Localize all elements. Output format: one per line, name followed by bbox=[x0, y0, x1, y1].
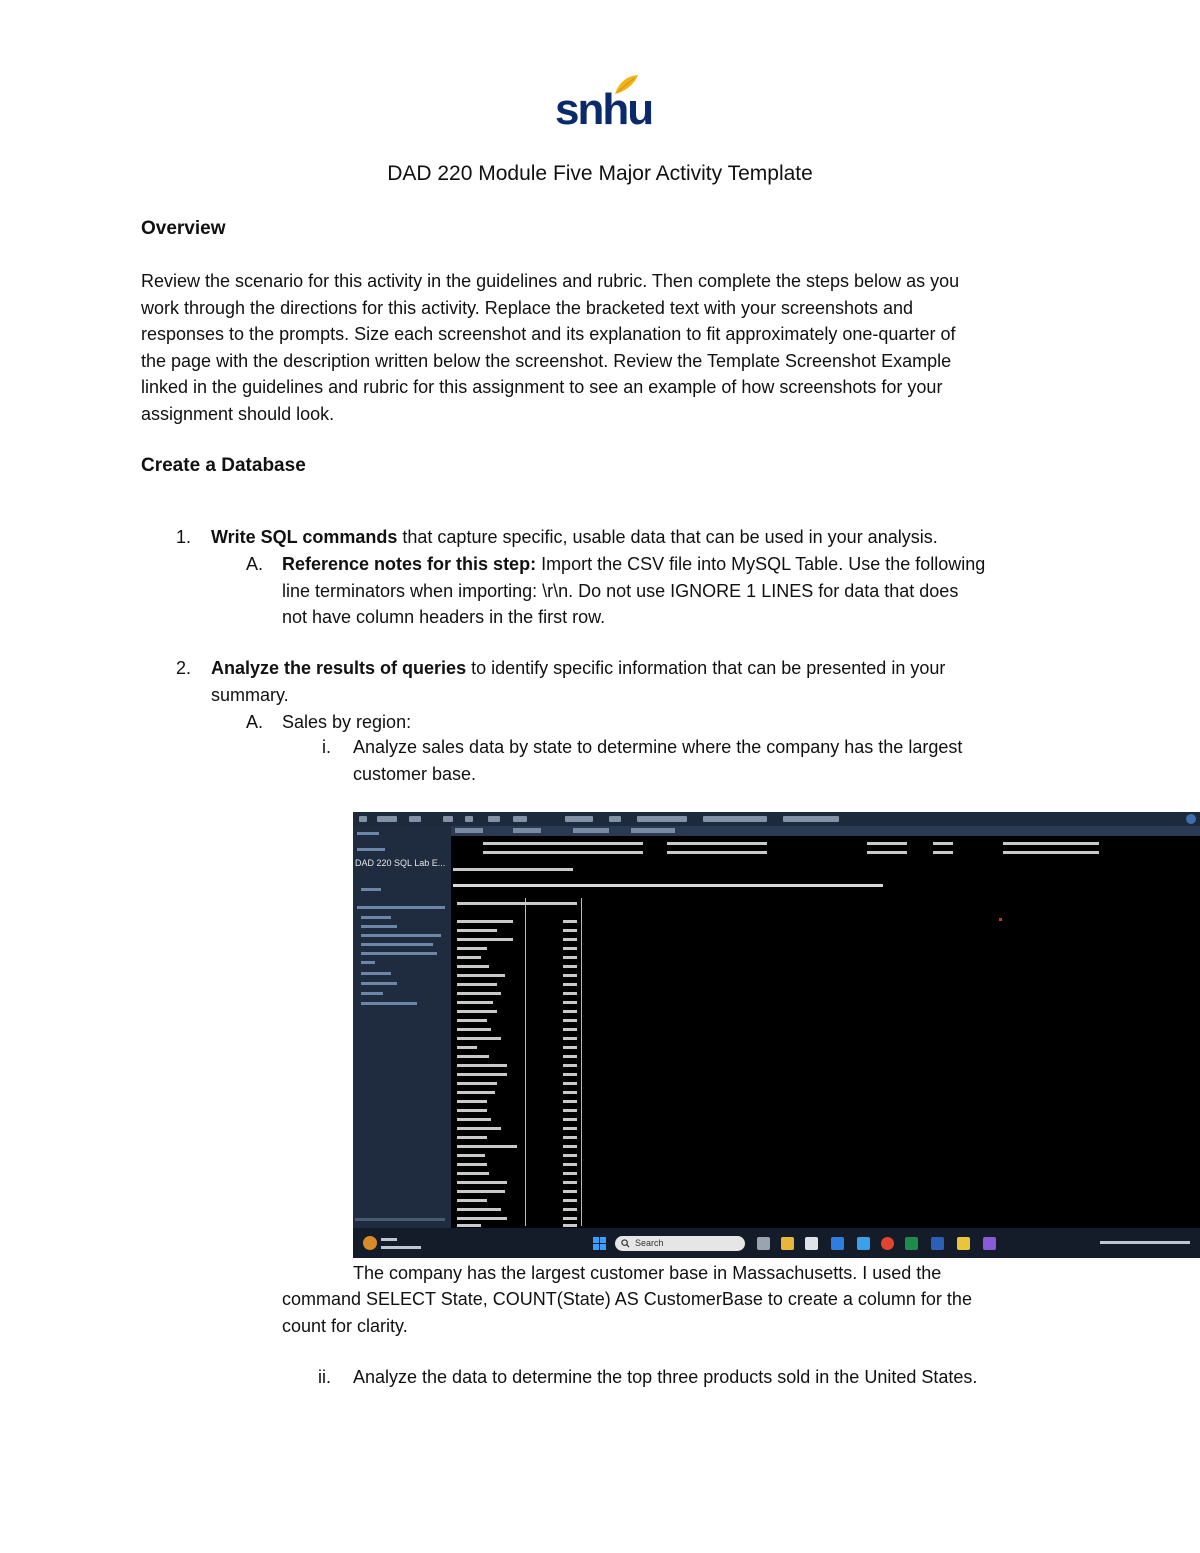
windows-start-icon bbox=[593, 1237, 606, 1250]
answer-line-1: The company has the largest customer base in Massachusetts. I used the bbox=[353, 1263, 942, 1283]
windows-taskbar bbox=[353, 1228, 1200, 1258]
search-label: Search bbox=[635, 1238, 664, 1248]
step-2ai-numeral: i. bbox=[322, 737, 331, 757]
task-view-icon bbox=[757, 1237, 770, 1250]
step-1a-letter: A. bbox=[246, 554, 264, 574]
mysql-terminal-screenshot bbox=[353, 812, 1200, 1258]
teams-icon bbox=[983, 1237, 996, 1250]
step-1a-bold: Reference notes for this step: bbox=[282, 554, 537, 574]
logo-wordmark: snhu bbox=[555, 85, 653, 134]
step-1-bold: Write SQL commands bbox=[211, 527, 398, 547]
step-2-rest: to identify specific information that can be presented in your bbox=[466, 658, 946, 678]
step-2-number: 2. bbox=[176, 658, 192, 678]
sidebar-title: DAD 220 SQL Lab E... bbox=[355, 858, 446, 868]
excel-icon bbox=[905, 1237, 918, 1250]
step-2-bold: Analyze the results of queries bbox=[211, 658, 467, 678]
browser-toolbar bbox=[353, 812, 1200, 826]
lab-tabs bbox=[451, 826, 1200, 836]
store-icon bbox=[805, 1237, 818, 1250]
edge-icon bbox=[857, 1237, 870, 1250]
step-1a-line1: Import the CSV file into MySQL Table. Use the following bbox=[536, 554, 986, 574]
step-2ai-line1: Analyze sales data by state to determine where the company has the largest bbox=[353, 737, 963, 757]
snhu-logo bbox=[555, 74, 653, 134]
step-2ai-text bbox=[353, 734, 1113, 787]
overview-paragraph bbox=[141, 268, 1061, 428]
overview-line: the page with the description written below the screenshot. Review the Template Screenshot Example bbox=[141, 350, 952, 371]
step-2a-text: Sales by region: bbox=[282, 712, 412, 732]
answer-line-2: command SELECT State, COUNT(State) AS CustomerBase to create a column for the bbox=[282, 1289, 972, 1309]
step-1a-line3: not have column headers in the first row. bbox=[282, 607, 606, 628]
system-tray bbox=[1100, 1237, 1190, 1249]
step-1-number: 1. bbox=[176, 527, 192, 547]
chrome-icon bbox=[881, 1237, 894, 1250]
overview-line: responses to the prompts. Size each screenshot and its explanation to fit approximately one-quarter of bbox=[141, 324, 956, 345]
weather-icon bbox=[363, 1236, 377, 1250]
step-2ai-line2: customer base. bbox=[353, 763, 477, 784]
step-2aii-numeral: ii. bbox=[318, 1367, 331, 1387]
step-1-text bbox=[211, 524, 1111, 551]
step-1a-line2: line terminators when importing: \r\n. Do not use IGNORE 1 LINES for data that does bbox=[282, 580, 959, 601]
taskbar-search bbox=[615, 1236, 745, 1251]
step-1-rest: that capture specific, usable data that can be used in your analysis. bbox=[397, 527, 938, 547]
overview-line: assignment should look. bbox=[141, 403, 335, 424]
step-2-text bbox=[211, 655, 1111, 708]
word-icon bbox=[931, 1237, 944, 1250]
answer-line-3: count for clarity. bbox=[282, 1315, 408, 1336]
overview-line: Review the scenario for this activity in the guidelines and rubric. Then complete the steps below as you bbox=[141, 271, 960, 291]
step-1a-text bbox=[282, 551, 1082, 631]
lab-sidebar bbox=[353, 826, 451, 1228]
file-explorer-icon bbox=[781, 1237, 794, 1250]
create-database-heading: Create a Database bbox=[141, 455, 306, 476]
step-2aii-text: Analyze the data to determine the top three products sold in the United States. bbox=[353, 1367, 978, 1387]
answer-continuation bbox=[282, 1286, 1072, 1339]
step-2-line2: summary. bbox=[211, 684, 289, 705]
overview-line: linked in the guidelines and rubric for this assignment to see an example of how screenshots for your bbox=[141, 377, 943, 398]
overview-heading: Overview bbox=[141, 218, 226, 239]
search-icon bbox=[621, 1239, 630, 1248]
document-title: DAD 220 Module Five Major Activity Template bbox=[387, 162, 813, 185]
sticky-notes-icon bbox=[957, 1237, 970, 1250]
overview-line: work through the directions for this activity. Replace the bracketed text with your screenshots and bbox=[141, 297, 914, 318]
mail-icon bbox=[831, 1237, 844, 1250]
terminal-output bbox=[453, 838, 1200, 1228]
step-2a-letter: A. bbox=[246, 712, 264, 732]
